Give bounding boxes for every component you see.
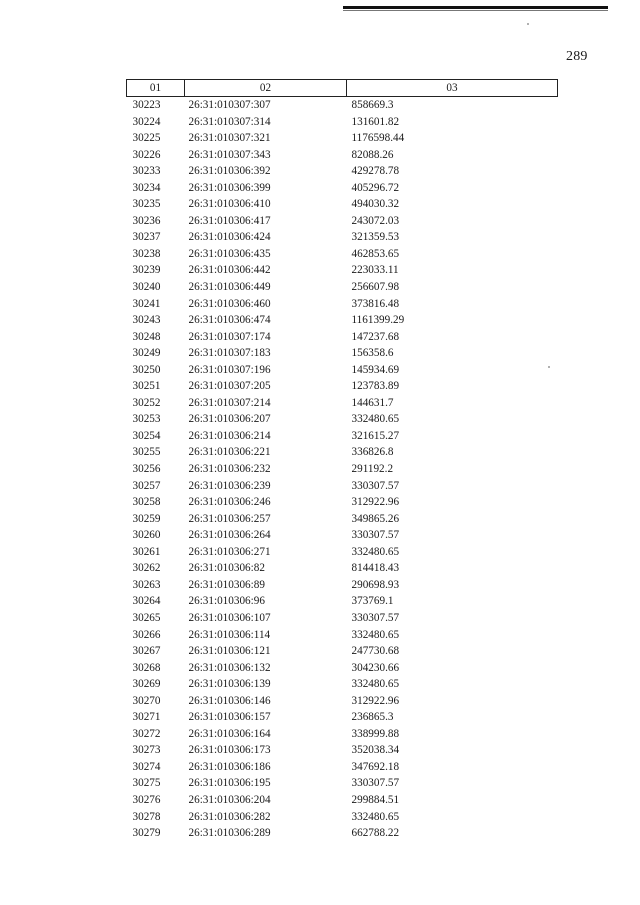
cadastral-number-cell: 26:31:010306:214 [188,429,271,442]
row-id-cell: 30252 [132,396,161,409]
row-id-cell: 30253 [132,413,161,426]
header-rule-thin [343,10,608,11]
cadastral-number-cell: 26:31:010307:174 [188,330,271,343]
row-id-cell: 30256 [132,463,161,476]
cadastral-number-cell: 26:31:010307:196 [188,363,271,376]
table-row [127,180,558,197]
column-header-01: 01 [127,80,185,97]
table-row [127,544,558,561]
value-cell: 1161399.29 [351,314,405,327]
column-header-03: 03 [347,80,558,97]
row-id-cell: 30257 [132,479,161,492]
value-cell: 814418.43 [351,562,400,575]
value-cell: 462853.65 [351,247,400,260]
cadastral-number-cell: 26:31:010306:435 [188,247,271,260]
cadastral-number-cell: 26:31:010306:410 [188,198,271,211]
value-cell: 131601.82 [351,115,400,128]
row-id-cell: 30233 [132,165,161,178]
value-cell: 144631.7 [351,396,394,409]
row-id-cell: 30249 [132,347,161,360]
value-cell: 145934.69 [351,363,400,376]
table-row [127,461,558,478]
value-cell: 332480.65 [351,628,400,641]
table-row [127,593,558,610]
table-row [127,246,558,263]
value-cell: 236865.3 [351,711,394,724]
value-cell: 373816.48 [351,297,400,310]
value-cell: 352038.34 [351,744,400,757]
cadastral-number-cell: 26:31:010306:399 [188,181,271,194]
cadastral-number-cell: 26:31:010306:139 [188,678,271,691]
table-row [127,693,558,710]
row-id-cell: 30250 [132,363,161,376]
row-id-cell: 30265 [132,611,161,624]
cadastral-number-cell: 26:31:010306:246 [188,496,271,509]
value-cell: 405296.72 [351,181,400,194]
value-cell: 243072.03 [351,214,400,227]
row-id-cell: 30263 [132,578,161,591]
table-row [127,345,558,362]
table-row [127,676,558,693]
cadastral-number-cell: 26:31:010306:474 [188,314,271,327]
table-row [127,478,558,495]
row-id-cell: 30226 [132,148,161,161]
row-id-cell: 30225 [132,132,161,145]
row-id-cell: 30238 [132,247,161,260]
cadastral-number-cell: 26:31:010306:204 [188,793,271,806]
cadastral-number-cell: 26:31:010306:417 [188,214,271,227]
value-cell: 82088.26 [351,148,394,161]
cadastral-number-cell: 26:31:010306:121 [188,645,271,658]
table-row [127,262,558,279]
row-id-cell: 30264 [132,595,161,608]
cadastral-number-cell: 26:31:010307:183 [188,347,271,360]
value-cell: 330307.57 [351,529,400,542]
row-id-cell: 30275 [132,777,161,790]
table-row [127,444,558,461]
cadastral-number-cell: 26:31:010307:205 [188,380,271,393]
value-cell: 156358.6 [351,347,394,360]
value-cell: 373769.1 [351,595,394,608]
cadastral-number-cell: 26:31:010306:221 [188,446,271,459]
table-row [127,163,558,180]
table-row [127,229,558,246]
row-id-cell: 30224 [132,115,161,128]
row-id-cell: 30271 [132,711,161,724]
cadastral-number-cell: 26:31:010306:186 [188,760,271,773]
row-id-cell: 30255 [132,446,161,459]
row-id-cell: 30258 [132,496,161,509]
table-row [127,114,558,131]
value-cell: 338999.88 [351,727,400,740]
value-cell: 123783.89 [351,380,400,393]
cadastral-number-cell: 26:31:010306:195 [188,777,271,790]
cadastral-number-cell: 26:31:010306:114 [188,628,271,641]
value-cell: 291192.2 [351,463,394,476]
row-id-cell: 30236 [132,214,161,227]
cadastral-number-cell: 26:31:010306:449 [188,281,271,294]
cadastral-number-cell: 26:31:010306:289 [188,827,271,840]
cadastral-number-cell: 26:31:010306:442 [188,264,271,277]
table-row [127,527,558,544]
cadastral-number-cell: 26:31:010306:271 [188,545,271,558]
row-id-cell: 30268 [132,661,161,674]
table-row [127,147,558,164]
row-id-cell: 30240 [132,281,161,294]
table-row [127,742,558,759]
table-row [127,709,558,726]
table-row [127,213,558,230]
table-row [127,395,558,412]
value-cell: 330307.57 [351,479,400,492]
cadastral-number-cell: 26:31:010306:207 [188,413,271,426]
table-row [127,726,558,743]
row-id-cell: 30251 [132,380,161,393]
table-row [127,809,558,826]
row-id-cell: 30267 [132,645,161,658]
value-cell: 321615.27 [351,429,400,442]
table-row [127,329,558,346]
table-row [127,825,558,842]
row-id-cell: 30259 [132,512,161,525]
value-cell: 332480.65 [351,413,400,426]
row-id-cell: 30278 [132,810,161,823]
table-row [127,660,558,677]
value-cell: 312922.96 [351,496,400,509]
table-row [127,296,558,313]
cadastral-number-cell: 26:31:010306:146 [188,694,271,707]
table-row [127,643,558,660]
row-id-cell: 30266 [132,628,161,641]
data-table [126,79,558,842]
row-id-cell: 30274 [132,760,161,773]
table-body [127,97,558,842]
value-cell: 347692.18 [351,760,400,773]
table-row [127,378,558,395]
cadastral-number-cell: 26:31:010307:321 [188,132,271,145]
value-cell: 304230.66 [351,661,400,674]
scan-speck [527,23,529,25]
value-cell: 349865.26 [351,512,400,525]
cadastral-number-cell: 26:31:010306:257 [188,512,271,525]
row-id-cell: 30262 [132,562,161,575]
value-cell: 332480.65 [351,545,400,558]
row-id-cell: 30243 [132,314,161,327]
page-number: 289 [566,49,588,64]
table-row [127,627,558,644]
cadastral-number-cell: 26:31:010306:392 [188,165,271,178]
row-id-cell: 30237 [132,231,161,244]
table-row [127,428,558,445]
cadastral-number-cell: 26:31:010306:232 [188,463,271,476]
value-cell: 429278.78 [351,165,400,178]
cadastral-number-cell: 26:31:010306:282 [188,810,271,823]
row-id-cell: 30272 [132,727,161,740]
table-row [127,312,558,329]
row-id-cell: 30223 [132,99,161,111]
value-cell: 223033.11 [351,264,399,277]
table-row [127,411,558,428]
cadastral-number-cell: 26:31:010306:424 [188,231,271,244]
value-cell: 330307.57 [351,611,400,624]
cadastral-number-cell: 26:31:010306:132 [188,661,271,674]
cadastral-number-cell: 26:31:010306:107 [188,611,271,624]
cadastral-number-cell: 26:31:010306:96 [188,595,265,608]
cadastral-number-cell: 26:31:010306:82 [188,562,265,575]
cadastral-number-cell: 26:31:010307:314 [188,115,271,128]
cadastral-number-cell: 26:31:010307:214 [188,396,271,409]
cadastral-number-cell: 26:31:010306:89 [188,578,265,591]
cadastral-number-cell: 26:31:010307:343 [188,148,271,161]
table-row [127,577,558,594]
value-cell: 662788.22 [351,827,400,840]
header-rule-thick [343,6,608,9]
table-row [127,610,558,627]
row-id-cell: 30273 [132,744,161,757]
table-row [127,279,558,296]
column-header-02: 02 [185,80,347,97]
table-row [127,560,558,577]
row-id-cell: 30248 [132,330,161,343]
row-id-cell: 30235 [132,198,161,211]
value-cell: 321359.53 [351,231,400,244]
table-row [127,494,558,511]
table-row [127,362,558,379]
row-id-cell: 30276 [132,793,161,806]
value-cell: 290698.93 [351,578,400,591]
table-row [127,511,558,528]
table-row [127,130,558,147]
cadastral-number-cell: 26:31:010306:164 [188,727,271,740]
table-header-row [127,80,558,97]
value-cell: 330307.57 [351,777,400,790]
row-id-cell: 30234 [132,181,161,194]
table-row [127,196,558,213]
table-row [127,775,558,792]
row-id-cell: 30254 [132,429,161,442]
value-cell: 299884.51 [351,793,400,806]
cadastral-number-cell: 26:31:010306:157 [188,711,271,724]
row-id-cell: 30269 [132,678,161,691]
cadastral-number-cell: 26:31:010306:239 [188,479,271,492]
value-cell: 332480.65 [351,678,400,691]
value-cell: 312922.96 [351,694,400,707]
row-id-cell: 30279 [132,827,161,840]
row-id-cell: 30260 [132,529,161,542]
cadastral-number-cell: 26:31:010306:173 [188,744,271,757]
value-cell: 147237.68 [351,330,400,343]
value-cell: 256607.98 [351,281,400,294]
value-cell: 332480.65 [351,810,400,823]
table-row [127,792,558,809]
row-id-cell: 30239 [132,264,161,277]
row-id-cell: 30270 [132,694,161,707]
value-cell: 858669.3 [351,99,394,111]
value-cell: 336826.8 [351,446,394,459]
cadastral-number-cell: 26:31:010306:264 [188,529,271,542]
value-cell: 494030.32 [351,198,400,211]
table-row [127,97,558,114]
row-id-cell: 30241 [132,297,161,310]
row-id-cell: 30261 [132,545,161,558]
value-cell: 1176598.44 [351,132,405,145]
value-cell: 247730.68 [351,645,400,658]
cadastral-number-cell: 26:31:010307:307 [188,99,271,111]
cadastral-number-cell: 26:31:010306:460 [188,297,271,310]
table-row [127,759,558,776]
